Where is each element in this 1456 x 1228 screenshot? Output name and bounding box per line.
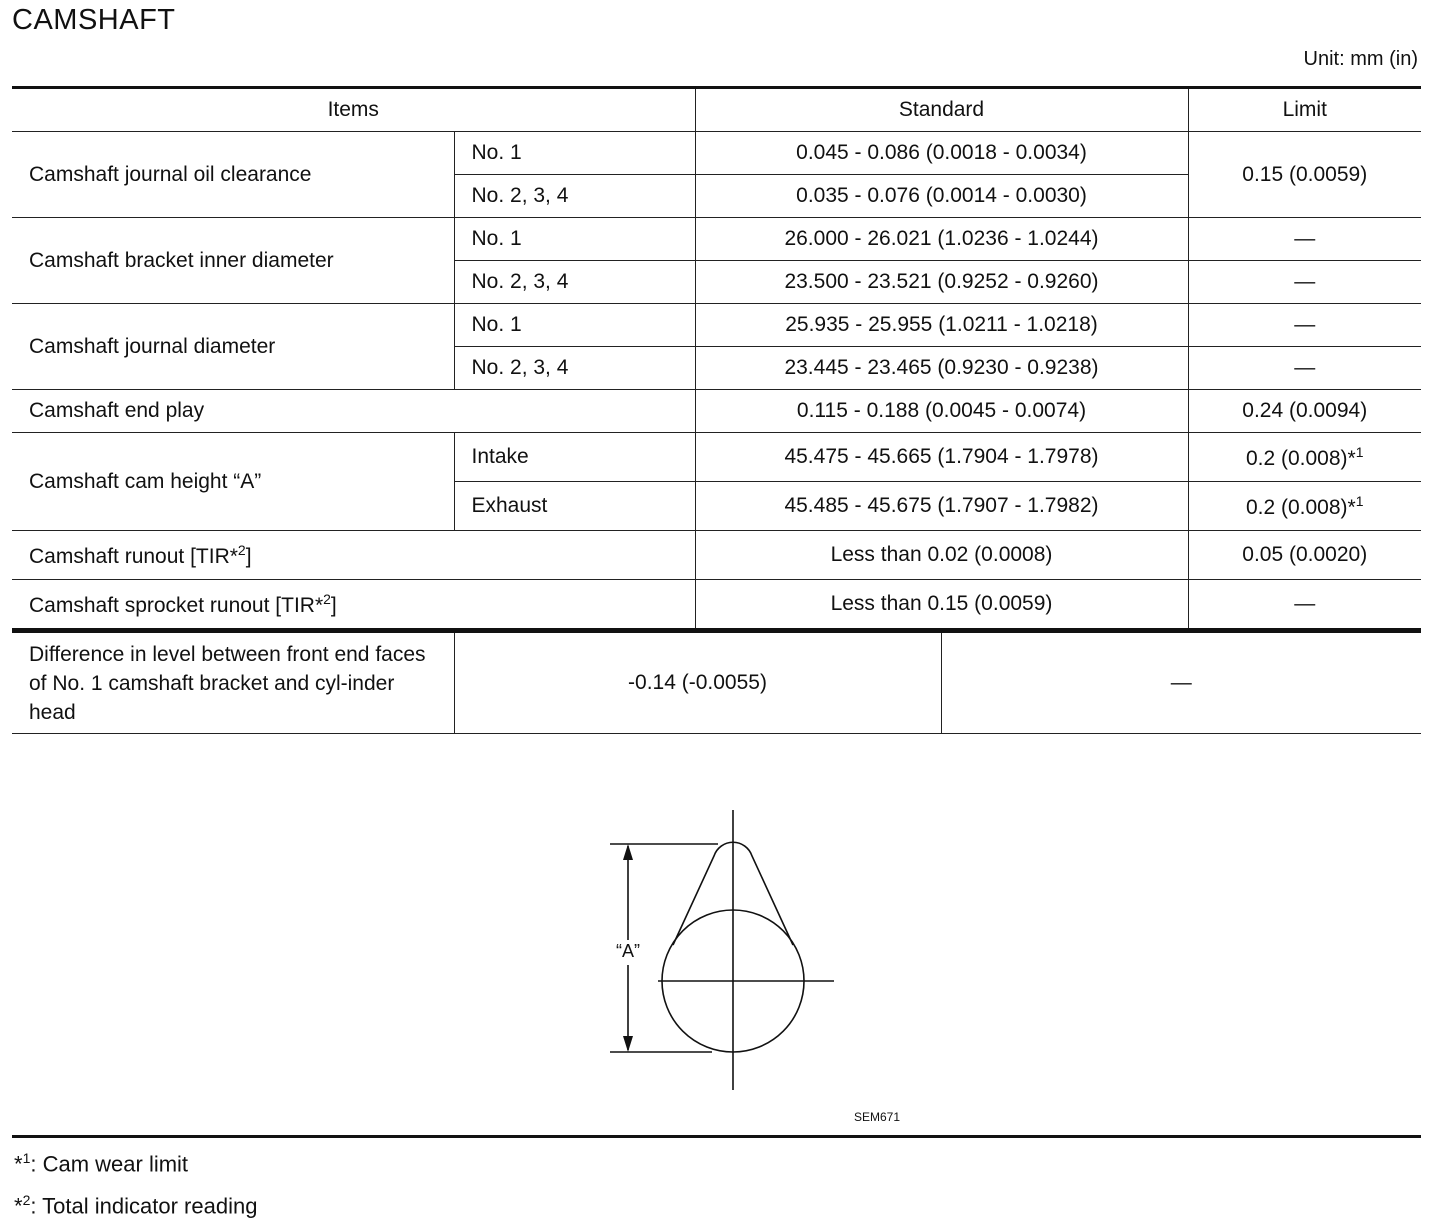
- limit-value: —: [1188, 304, 1421, 347]
- table-row: [12, 531, 1421, 580]
- header-limit: Limit: [1188, 88, 1421, 132]
- limit-value: —: [941, 631, 1421, 734]
- standard-value: -0.14 (-0.0055): [454, 631, 941, 734]
- sub-item: No. 2, 3, 4: [454, 347, 695, 390]
- sub-item: No. 1: [454, 218, 695, 261]
- standard-value: Less than 0.02 (0.0008): [695, 531, 1188, 580]
- standard-value: 0.035 - 0.076 (0.0014 - 0.0030): [695, 175, 1188, 218]
- standard-value: 0.115 - 0.188 (0.0045 - 0.0074): [695, 390, 1188, 433]
- standard-value: 0.045 - 0.086 (0.0018 - 0.0034): [695, 132, 1188, 175]
- unit-label: Unit: mm (in): [1303, 48, 1418, 70]
- arrow-up-icon: [623, 844, 633, 860]
- figure-code: SEM671: [854, 1110, 901, 1124]
- table-row: [12, 631, 1421, 734]
- table-row: [12, 390, 1421, 433]
- sub-item: No. 2, 3, 4: [454, 175, 695, 218]
- table-header-row: [12, 88, 1421, 132]
- standard-value: Less than 0.15 (0.0059): [695, 580, 1188, 629]
- limit-value: 0.2 (0.008)*$^1$: [1188, 433, 1421, 482]
- page-title: CAMSHAFT: [12, 4, 176, 36]
- header-items: Items: [12, 88, 695, 132]
- item-level-difference: Difference in level between front end faces of No. 1 camshaft bracket and cyl-inder head: [12, 631, 454, 734]
- limit-value: —: [1188, 580, 1421, 629]
- item-runout: Camshaft runout [TIR*$^2$]: [12, 531, 695, 580]
- sub-item: Exhaust: [454, 482, 695, 531]
- item-oil-clearance: Camshaft journal oil clearance: [12, 132, 454, 218]
- standard-value: 23.445 - 23.465 (0.9230 - 0.9238): [695, 347, 1188, 390]
- limit-value: 0.2 (0.008)*$^1$: [1188, 482, 1421, 531]
- table-row: [12, 218, 1421, 261]
- standard-value: 45.475 - 45.665 (1.7904 - 1.7978): [695, 433, 1188, 482]
- dimension-label: “A”: [616, 941, 640, 961]
- standard-value: 25.935 - 25.955 (1.0211 - 1.0218): [695, 304, 1188, 347]
- sub-item: No. 2, 3, 4: [454, 261, 695, 304]
- limit-value: 0.24 (0.0094): [1188, 390, 1421, 433]
- limit-value: 0.15 (0.0059): [1188, 132, 1421, 218]
- footnote-2: *$^2$: Total indicator reading: [14, 1192, 258, 1219]
- sub-item: No. 1: [454, 304, 695, 347]
- standard-value: 23.500 - 23.521 (0.9252 - 0.9260): [695, 261, 1188, 304]
- header-standard: Standard: [695, 88, 1188, 132]
- footnote-1: *$^1$: Cam wear limit: [14, 1150, 189, 1177]
- level-difference-table: [12, 628, 1421, 734]
- item-journal-diameter: Camshaft journal diameter: [12, 304, 454, 390]
- standard-value: 45.485 - 45.675 (1.7907 - 1.7982): [695, 482, 1188, 531]
- table-row: [12, 580, 1421, 629]
- item-sprocket-runout: Camshaft sprocket runout [TIR*$^2$]: [29, 590, 337, 617]
- item-bracket-diameter: Camshaft bracket inner diameter: [12, 218, 454, 304]
- sub-item: No. 1: [454, 132, 695, 175]
- limit-value: —: [1188, 218, 1421, 261]
- footnote-divider: [12, 1135, 1421, 1138]
- limit-value: —: [1188, 347, 1421, 390]
- limit-value: —: [1188, 261, 1421, 304]
- table-row: [12, 132, 1421, 175]
- table-row: [12, 433, 1421, 482]
- table-row: [12, 304, 1421, 347]
- arrow-down-icon: [623, 1036, 633, 1052]
- item-end-play: Camshaft end play: [12, 390, 695, 433]
- sub-item: Intake: [454, 433, 695, 482]
- camshaft-spec-table: [12, 86, 1421, 628]
- item-cam-height: Camshaft cam height “A”: [12, 433, 454, 531]
- cam-height-figure: [600, 805, 840, 1095]
- limit-value: 0.05 (0.0020): [1188, 531, 1421, 580]
- standard-value: 26.000 - 26.021 (1.0236 - 1.0244): [695, 218, 1188, 261]
